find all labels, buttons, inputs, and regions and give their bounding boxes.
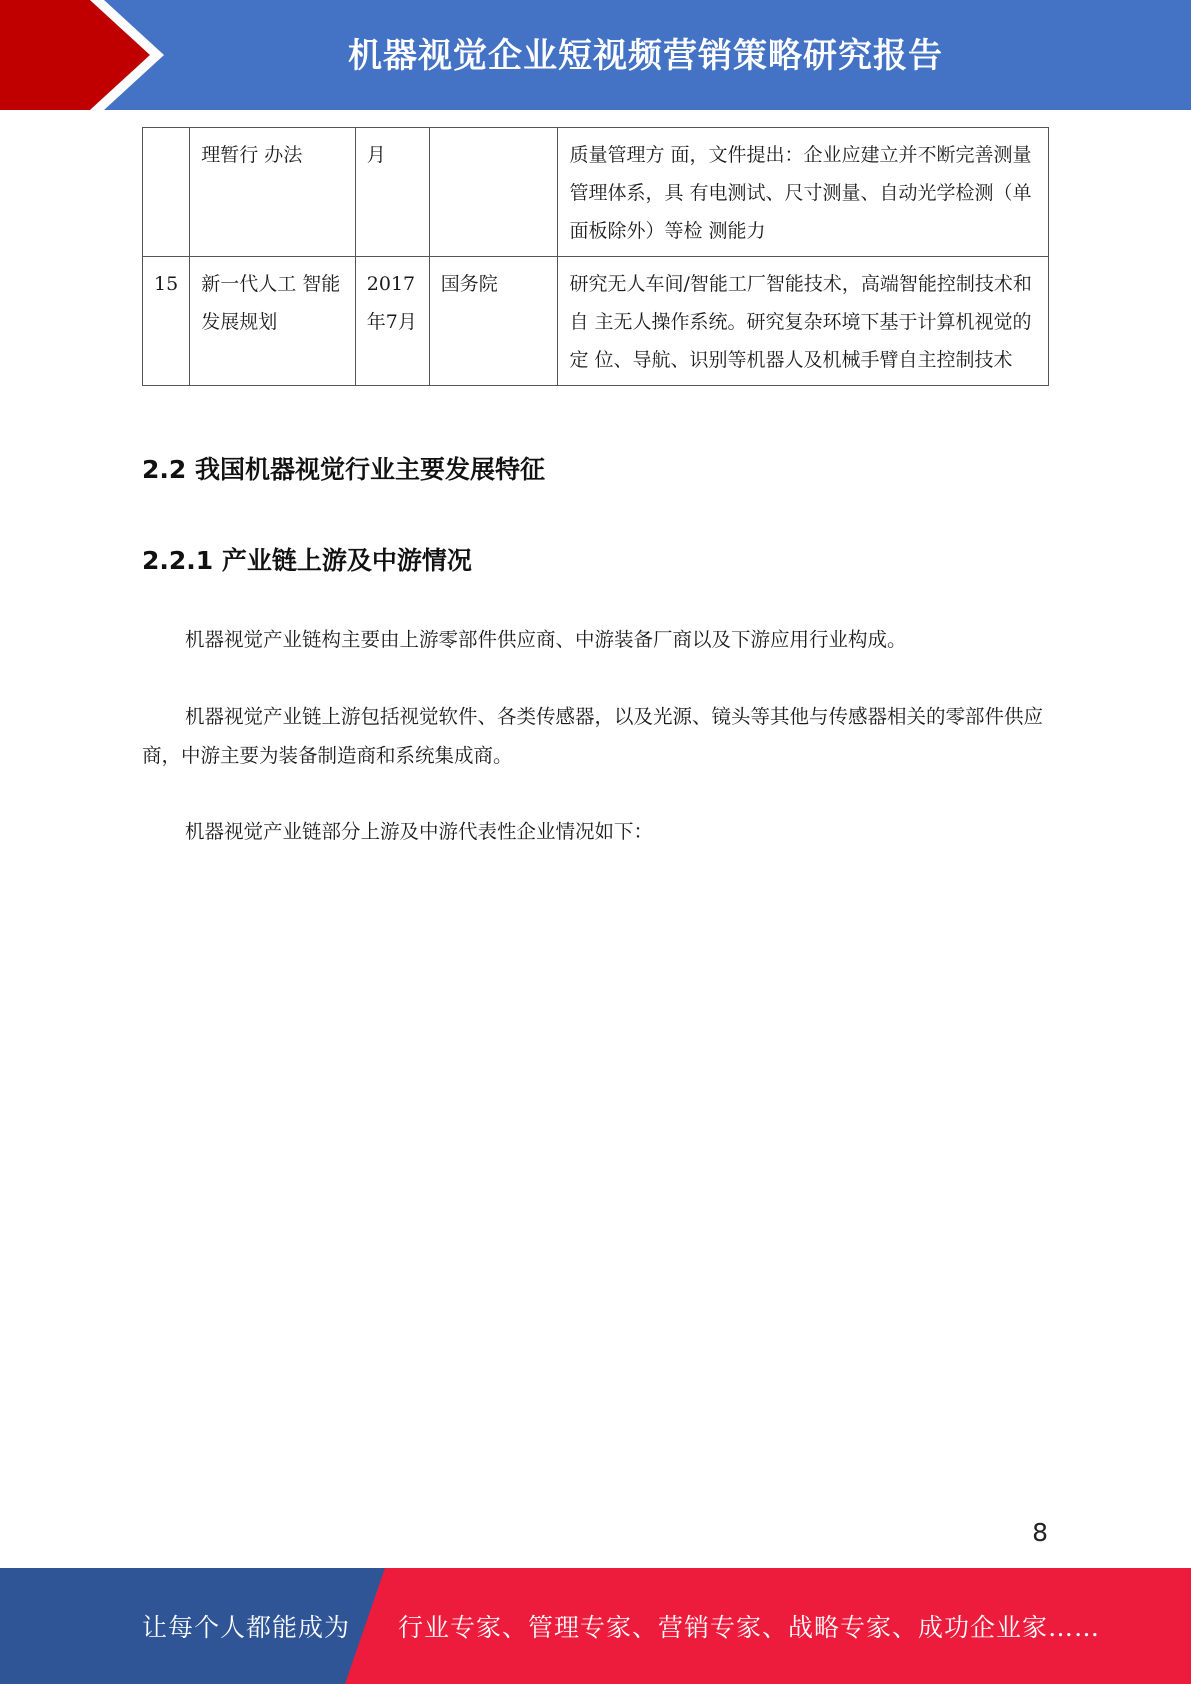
body-paragraph: 机器视觉产业链构主要由上游零部件供应商、中游装备厂商以及下游应用行业构成。 [185,628,907,651]
cell-number: 15 [143,257,190,386]
cell-date: 2017年7月 [355,257,429,386]
subsection-heading: 2.2.1 产业链上游及中游情况 [142,546,472,575]
cell-issuer: 国务院 [429,257,558,386]
page-header [0,0,1191,110]
page-footer [0,1568,1191,1684]
cell-policy-name: 新一代人工 智能发展规划 [190,257,356,386]
cell-issuer [429,128,558,257]
cell-description: 质量管理方 面，文件提出：企业应建立并不断完善测量管理体系，具 有电测试、尺寸测量、自动光学检测（单面板除外）等检 测能力 [558,128,1049,257]
policy-table [142,127,1049,386]
cell-date: 月 [355,128,429,257]
body-paragraph: 机器视觉产业链上游包括视觉软件、各类传感器，以及光源、镜头等其他与传感器相关的零部件供应商，中游主要为装备制造商和系统集成商。 [142,705,1044,767]
cell-description: 研究无人车间/智能工厂智能技术，高端智能控制技术和自 主无人操作系统。研究复杂环境下基于计算机视觉的定 位、导航、识别等机器人及机械手臂自主控制技术 [558,257,1049,386]
footer-slogan-right: 行业专家、管理专家、营销专家、战略专家、成功企业家…… [398,1613,1101,1642]
cell-number [143,128,190,257]
body-paragraph: 机器视觉产业链部分上游及中游代表性企业情况如下： [185,820,654,843]
cell-policy-name: 理暂行 办法 [190,128,356,257]
page-number: 8 [1032,1518,1048,1547]
table-row [143,257,1049,386]
report-title: 机器视觉企业短视频营销策略研究报告 [348,36,943,76]
section-heading: 2.2 我国机器视觉行业主要发展特征 [142,455,545,484]
footer-slogan-left: 让每个人都能成为 [142,1613,351,1642]
table-row [143,128,1049,257]
